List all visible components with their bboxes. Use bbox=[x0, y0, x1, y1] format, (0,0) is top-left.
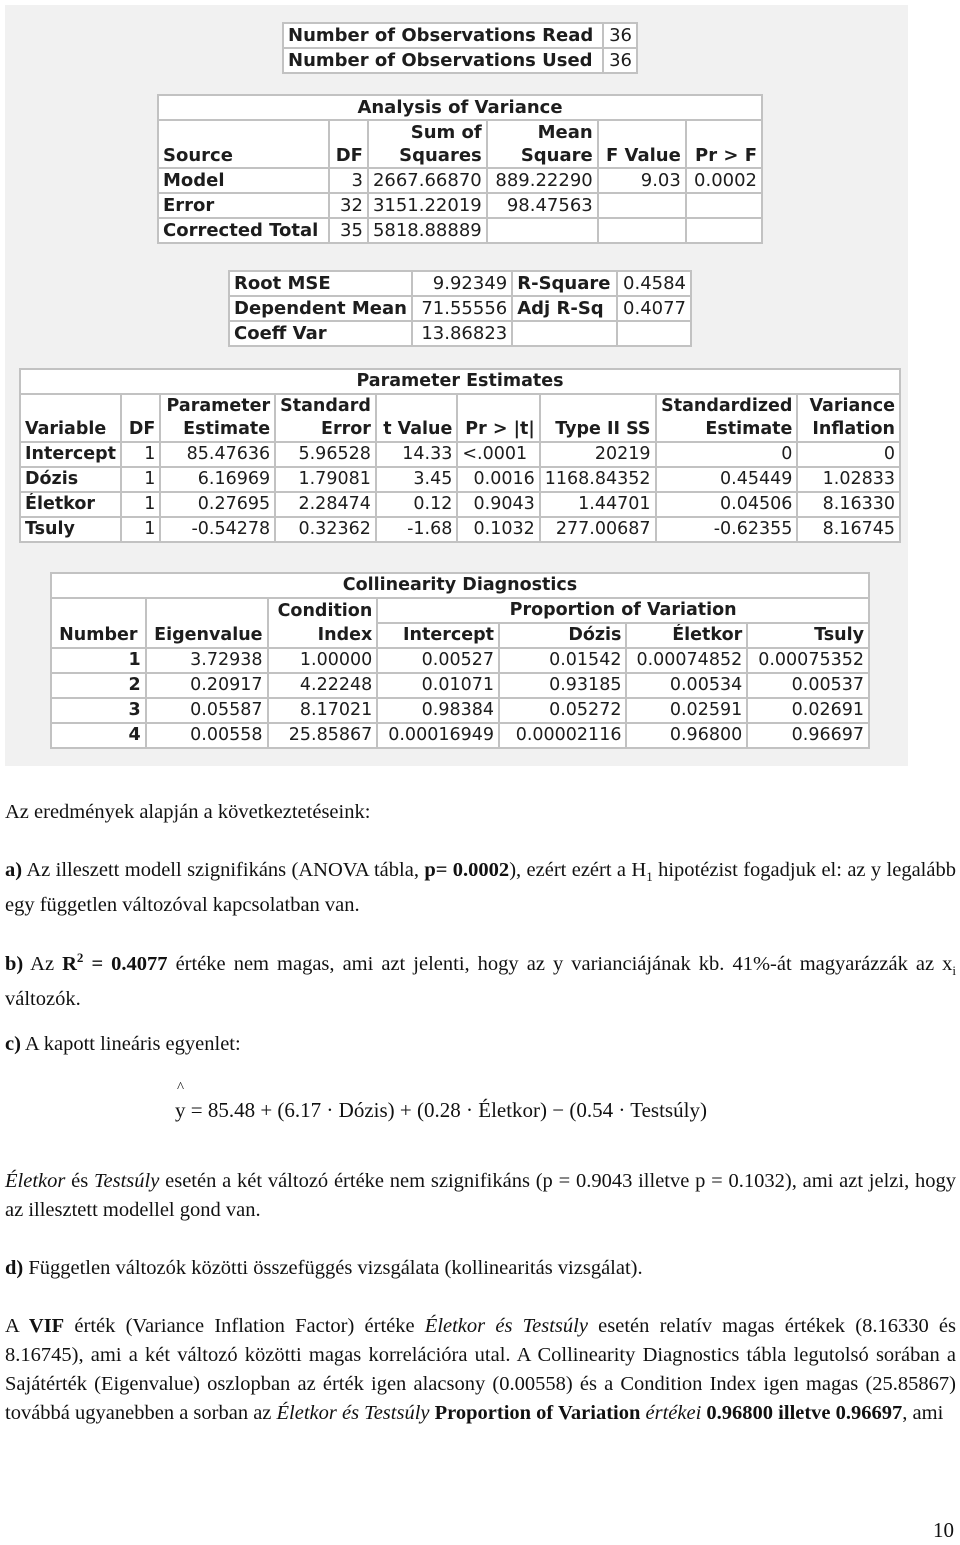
anova-df-header: DF bbox=[329, 144, 368, 168]
anova-title: Analysis of Variance bbox=[158, 95, 762, 120]
params-vif-header-top: Variance bbox=[797, 394, 900, 418]
params-est: 85.47636 bbox=[160, 442, 275, 467]
paragraph-e-bold: Proportion of Variation bbox=[434, 1402, 641, 1424]
collin-intercept: 0.01071 bbox=[377, 673, 499, 698]
paragraph-e-bold-2: 0.96800 illetve 0.96697 bbox=[706, 1402, 903, 1424]
fit-value: 13.86823 bbox=[412, 321, 512, 346]
label-c: c) bbox=[5, 1033, 21, 1055]
collin-eigen: 3.72938 bbox=[146, 648, 268, 673]
fit-statistics-table bbox=[228, 270, 692, 347]
anova-ss-header-bottom: Squares bbox=[368, 144, 487, 168]
fit-label: Dependent Mean bbox=[229, 296, 412, 321]
paragraph-e-italic: Életkor és Testsúly bbox=[424, 1315, 588, 1337]
conclusions-intro: Az eredmények alapján a következtetéseink: bbox=[5, 801, 371, 823]
fit-label2: Adj R-Sq bbox=[512, 296, 616, 321]
paragraph-e bbox=[5, 1312, 956, 1428]
anova-ss: 3151.22019 bbox=[368, 193, 487, 218]
paragraph-b-text: Az bbox=[23, 952, 63, 975]
collin-ci-header-top: Condition bbox=[268, 598, 378, 623]
params-df: 1 bbox=[121, 442, 160, 467]
collin-number: 4 bbox=[51, 723, 146, 748]
anova-source: Error bbox=[158, 193, 329, 218]
anova-df: 35 bbox=[329, 218, 368, 243]
paragraph-a-pvalue: p= 0.0002 bbox=[424, 859, 510, 881]
collin-ci: 25.85867 bbox=[268, 723, 378, 748]
params-ss-header: Type II SS bbox=[540, 418, 656, 442]
anova-ms-header-bottom: Square bbox=[487, 144, 598, 168]
params-header-top bbox=[20, 394, 900, 418]
anova-ss: 5818.88889 bbox=[368, 218, 487, 243]
collin-ci: 8.17021 bbox=[268, 698, 378, 723]
collin-tsuly: 0.00537 bbox=[747, 673, 869, 698]
params-t: 14.33 bbox=[376, 442, 458, 467]
paragraph-b bbox=[5, 943, 956, 1014]
fit-label2: R-Square bbox=[512, 271, 616, 296]
obs-read-value: 36 bbox=[603, 23, 637, 48]
label-a: a) bbox=[5, 859, 23, 881]
collin-ci: 1.00000 bbox=[268, 648, 378, 673]
params-ss: 277.00687 bbox=[540, 517, 656, 542]
collin-tsuly: 0.02691 bbox=[747, 698, 869, 723]
anova-p-header: Pr > F bbox=[686, 144, 762, 168]
paragraph-c2 bbox=[5, 1167, 956, 1225]
collin-number-header: Number bbox=[51, 623, 146, 648]
paragraph-b-value: = 0.4077 bbox=[83, 952, 168, 975]
params-variable: Dózis bbox=[20, 467, 121, 492]
fit-label2 bbox=[512, 321, 616, 346]
paragraph-e-text-2: érték (Variance Inflation Factor) értéke bbox=[64, 1315, 425, 1337]
anova-f bbox=[598, 193, 686, 218]
fit-value2: 0.4077 bbox=[617, 296, 691, 321]
params-std: 0.45449 bbox=[656, 467, 798, 492]
anova-source: Corrected Total bbox=[158, 218, 329, 243]
collin-tsuly-header: Tsuly bbox=[747, 623, 869, 648]
params-est: 6.16969 bbox=[160, 467, 275, 492]
collin-header-top bbox=[51, 598, 869, 623]
params-se: 2.28474 bbox=[275, 492, 376, 517]
params-se: 1.79081 bbox=[275, 467, 376, 492]
paragraph-e-text-4: , ami bbox=[902, 1402, 944, 1424]
paragraph-e-italic-2: Életkor és Testsúly bbox=[276, 1402, 430, 1424]
collin-header bbox=[51, 623, 869, 648]
params-p: 0.9043 bbox=[457, 492, 539, 517]
params-std: 0.04506 bbox=[656, 492, 798, 517]
paragraph-b-superscript: 2 bbox=[76, 950, 84, 965]
collin-ci: 4.22248 bbox=[268, 673, 378, 698]
params-df: 1 bbox=[121, 517, 160, 542]
params-ss: 1.44701 bbox=[540, 492, 656, 517]
paragraph-a bbox=[5, 856, 956, 920]
paragraph-c2-text: és bbox=[65, 1170, 94, 1192]
anova-ss-header-top: Sum of bbox=[368, 120, 487, 144]
anova-f bbox=[598, 218, 686, 243]
paragraph-c2-text-2: esetén a két változó értéke nem szignifikáns (p = 0.9043 illetve p = 0.1032), ami azt jelzi, hogy az illesztett modellel gond van. bbox=[5, 1170, 957, 1221]
params-est: -0.54278 bbox=[160, 517, 275, 542]
paragraph-c2-italic-2: Testsúly bbox=[94, 1170, 160, 1192]
collin-eigen-header: Eigenvalue bbox=[146, 623, 268, 648]
observations-table bbox=[282, 22, 638, 74]
paragraph-b-text-3: változók. bbox=[5, 987, 81, 1010]
table-row bbox=[51, 648, 869, 673]
table-row bbox=[51, 723, 869, 748]
table-row bbox=[20, 492, 900, 517]
anova-df: 3 bbox=[329, 168, 368, 193]
params-vif: 0 bbox=[797, 442, 900, 467]
params-variable: Intercept bbox=[20, 442, 121, 467]
collin-eigen: 0.05587 bbox=[146, 698, 268, 723]
collin-eletkor: 0.96800 bbox=[626, 723, 747, 748]
table-row bbox=[20, 467, 900, 492]
paragraph-e-vif: VIF bbox=[28, 1315, 65, 1337]
params-t: 0.12 bbox=[376, 492, 458, 517]
collin-dozis: 0.93185 bbox=[499, 673, 626, 698]
paragraph-a-text-3: hipotézist fogadjuk el: az y legalább egy független változóval kapcsolatban van. bbox=[5, 859, 956, 917]
params-t: 3.45 bbox=[376, 467, 458, 492]
paragraph-b-r: R bbox=[62, 952, 77, 975]
collin-eigen: 0.20917 bbox=[146, 673, 268, 698]
params-se: 5.96528 bbox=[275, 442, 376, 467]
table-row bbox=[158, 193, 762, 218]
collin-tsuly: 0.00075352 bbox=[747, 648, 869, 673]
fit-value: 9.92349 bbox=[412, 271, 512, 296]
table-row bbox=[158, 168, 762, 193]
collin-number: 2 bbox=[51, 673, 146, 698]
params-variable: Életkor bbox=[20, 492, 121, 517]
params-std: 0 bbox=[656, 442, 798, 467]
table-row bbox=[283, 23, 637, 48]
collin-eletkor: 0.02591 bbox=[626, 698, 747, 723]
paragraph-c-text: A kapott lineáris egyenlet: bbox=[20, 1033, 241, 1055]
anova-ms: 98.47563 bbox=[487, 193, 598, 218]
table-row bbox=[229, 271, 691, 296]
params-std-header-top: Standardized bbox=[656, 394, 798, 418]
anova-ms: 889.22290 bbox=[487, 168, 598, 193]
params-t: -1.68 bbox=[376, 517, 458, 542]
fit-label: Coeff Var bbox=[229, 321, 412, 346]
paragraph-a-text-2: ), ezért ezért a H bbox=[509, 859, 647, 881]
collin-dozis: 0.05272 bbox=[499, 698, 626, 723]
params-est: 0.27695 bbox=[160, 492, 275, 517]
paragraph-e-text: A bbox=[5, 1315, 29, 1337]
fit-value2 bbox=[617, 321, 691, 346]
params-est-header-bottom: Estimate bbox=[160, 418, 275, 442]
collin-eletkor: 0.00534 bbox=[626, 673, 747, 698]
paragraph-d-text: Független változók közötti összefüggés vizsgálata (kollinearitás vizsgálat). bbox=[23, 1257, 643, 1279]
obs-used-value: 36 bbox=[603, 48, 637, 73]
params-df-header: DF bbox=[121, 418, 160, 442]
collin-eigen: 0.00558 bbox=[146, 723, 268, 748]
anova-ms bbox=[487, 218, 598, 243]
params-vif: 8.16745 bbox=[797, 517, 900, 542]
params-vif-header-bottom: Inflation bbox=[797, 418, 900, 442]
fit-value: 71.55556 bbox=[412, 296, 512, 321]
params-vif: 8.16330 bbox=[797, 492, 900, 517]
params-variable: Tsuly bbox=[20, 517, 121, 542]
anova-table bbox=[157, 94, 763, 244]
params-p-header: Pr > |t| bbox=[457, 418, 539, 442]
anova-p bbox=[686, 193, 762, 218]
collin-intercept: 0.00527 bbox=[377, 648, 499, 673]
collinearity-diagnostics-table bbox=[50, 572, 870, 749]
table-row bbox=[158, 218, 762, 243]
paragraph-a-subscript: 1 bbox=[646, 869, 653, 885]
params-ss: 1168.84352 bbox=[540, 467, 656, 492]
paragraph-a-text: Az illeszett modell szignifikáns (ANOVA tábla, bbox=[22, 859, 425, 881]
params-se: 0.32362 bbox=[275, 517, 376, 542]
table-row bbox=[20, 442, 900, 467]
fit-value2: 0.4584 bbox=[617, 271, 691, 296]
anova-ss: 2667.66870 bbox=[368, 168, 487, 193]
collin-number: 3 bbox=[51, 698, 146, 723]
collin-dozis-header: Dózis bbox=[499, 623, 626, 648]
params-df: 1 bbox=[121, 492, 160, 517]
params-ss: 20219 bbox=[540, 442, 656, 467]
collin-proportion-header: Proportion of Variation bbox=[377, 598, 869, 623]
collin-ci-header-bottom: Index bbox=[268, 623, 378, 648]
anova-source: Model bbox=[158, 168, 329, 193]
params-variable-header: Variable bbox=[20, 418, 121, 442]
params-p: 0.0016 bbox=[457, 467, 539, 492]
params-std-header-bottom: Estimate bbox=[656, 418, 798, 442]
collin-tsuly: 0.96697 bbox=[747, 723, 869, 748]
obs-used-label: Number of Observations Used bbox=[283, 48, 603, 73]
collin-dozis: 0.00002116 bbox=[499, 723, 626, 748]
collin-title: Collinearity Diagnostics bbox=[51, 573, 869, 598]
page-number: 10 bbox=[933, 1518, 954, 1542]
paragraph-e-text-3: esetén relatív magas értékek (8.16330 és 8.16745), ami a két változó közötti magas korrelációra utal. A Collinearity Diagnostics tábla legutolsó sorában a Sajátérték (Eigenvalue) oszlopban az érték igen alacsony (0.00558) és a Condition Index igen magas (25.85867) továbbá ugyanebben a sorban az bbox=[5, 1315, 956, 1424]
fit-label: Root MSE bbox=[229, 271, 412, 296]
anova-ms-header-top: Mean bbox=[487, 120, 598, 144]
anova-df: 32 bbox=[329, 193, 368, 218]
table-row bbox=[51, 698, 869, 723]
label-b: b) bbox=[5, 952, 24, 975]
params-t-header: t Value bbox=[376, 418, 458, 442]
collin-intercept-header: Intercept bbox=[377, 623, 499, 648]
params-se-header-top: Standard bbox=[275, 394, 376, 418]
paragraph-b-subscript: i bbox=[952, 962, 956, 978]
params-std: -0.62355 bbox=[656, 517, 798, 542]
equation-hat: ^ bbox=[177, 1080, 185, 1096]
paragraph-d bbox=[5, 1254, 956, 1283]
params-df: 1 bbox=[121, 467, 160, 492]
params-title: Parameter Estimates bbox=[20, 369, 900, 394]
collin-intercept: 0.00016949 bbox=[377, 723, 499, 748]
anova-header-top bbox=[158, 120, 762, 144]
paragraph-b-text-2: értéke nem magas, ami azt jelenti, hogy az y varianciájának kb. 41%-át magyarázzák az x bbox=[167, 952, 953, 975]
paragraph-c2-italic-1: Életkor bbox=[5, 1170, 66, 1192]
params-header bbox=[20, 418, 900, 442]
params-p: 0.1032 bbox=[457, 517, 539, 542]
params-est-header-top: Parameter bbox=[160, 394, 275, 418]
collin-number: 1 bbox=[51, 648, 146, 673]
anova-f-header: F Value bbox=[598, 144, 686, 168]
anova-header bbox=[158, 144, 762, 168]
anova-p bbox=[686, 218, 762, 243]
table-row bbox=[20, 517, 900, 542]
label-d: d) bbox=[5, 1257, 24, 1279]
paragraph-c bbox=[5, 1030, 956, 1059]
anova-source-header: Source bbox=[158, 144, 329, 168]
params-vif: 1.02833 bbox=[797, 467, 900, 492]
table-row bbox=[229, 321, 691, 346]
collin-eletkor-header: Életkor bbox=[626, 623, 747, 648]
table-row bbox=[229, 296, 691, 321]
obs-read-label: Number of Observations Read bbox=[283, 23, 603, 48]
params-se-header-bottom: Error bbox=[275, 418, 376, 442]
collin-dozis: 0.01542 bbox=[499, 648, 626, 673]
anova-f: 9.03 bbox=[598, 168, 686, 193]
params-p: <.0001 bbox=[457, 442, 539, 467]
anova-p: 0.0002 bbox=[686, 168, 762, 193]
parameter-estimates-table bbox=[19, 368, 901, 543]
collin-intercept: 0.98384 bbox=[377, 698, 499, 723]
paragraph-e-italic-3: értékei bbox=[645, 1402, 702, 1424]
table-row bbox=[51, 673, 869, 698]
table-row bbox=[283, 48, 637, 73]
collin-eletkor: 0.00074852 bbox=[626, 648, 747, 673]
regression-equation: y = 85.48 + (6.17 · Dózis) + (0.28 · Életkor) − (0.54 · Testsúly) bbox=[175, 1098, 707, 1122]
